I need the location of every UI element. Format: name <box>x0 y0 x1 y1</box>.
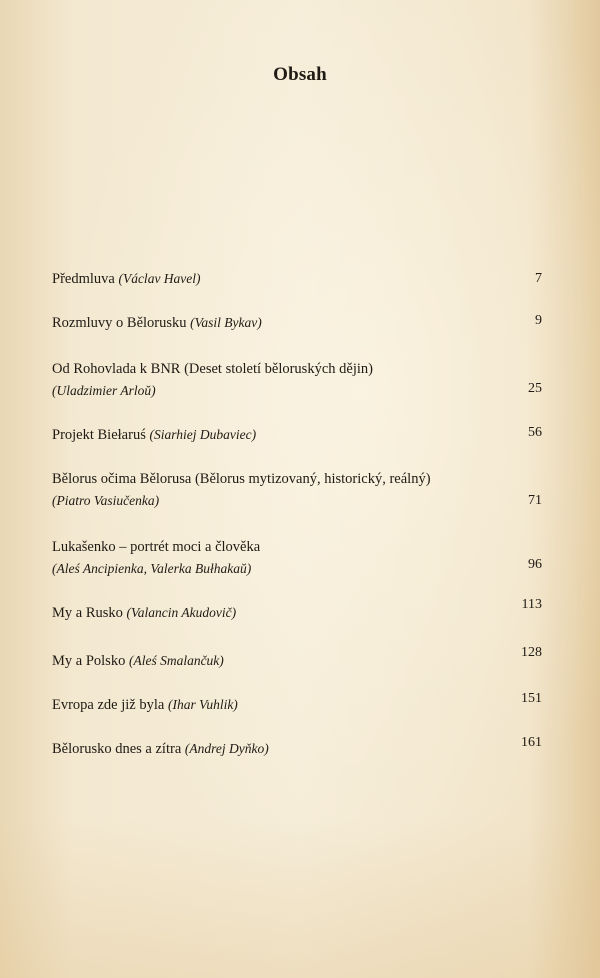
toc-entry-line <box>52 602 544 624</box>
toc-entry-title: Od Rohovlada k BNR (Deset století běloruských dějin) <box>52 361 373 377</box>
toc-entry-title: Bělorusko dnes a zítra <box>52 741 182 757</box>
toc-entry-title: My a Polsko <box>52 653 126 669</box>
toc-entry-title: Projekt Biełaruś <box>52 427 146 443</box>
toc-entry <box>52 691 544 716</box>
toc-entry-title: Předmluva <box>52 271 115 287</box>
toc-entry <box>52 424 544 446</box>
toc-entry-author: (Vasil Bykav) <box>190 315 262 330</box>
toc-entry-page: 9 <box>535 313 542 328</box>
toc-entry-line <box>52 650 544 672</box>
toc-entry-author: (Václav Havel) <box>118 271 201 286</box>
toc-entry-line <box>52 738 544 760</box>
toc-entry <box>52 312 544 334</box>
toc-entry <box>52 597 544 624</box>
toc-entry-page: 56 <box>528 425 542 440</box>
toc-entry-page: 151 <box>521 691 542 706</box>
toc-entry-page: 161 <box>521 735 542 750</box>
toc-entry-author: (Valancin Akudovič) <box>126 605 237 620</box>
toc-entry-author: (Siarhiej Dubaviec) <box>149 427 257 442</box>
toc-entry <box>52 358 544 402</box>
toc-entry-page: 96 <box>528 557 542 572</box>
toc-entry <box>52 735 544 760</box>
toc-entry-page: 71 <box>528 493 542 508</box>
toc-entry-author: (Piatro Vasiučenka) <box>52 493 160 508</box>
toc-entry-page: 7 <box>535 271 542 286</box>
toc-entry-author: (Aleś Smalančuk) <box>128 653 224 668</box>
toc-entry <box>52 645 544 672</box>
toc-entry-author: (Ihar Vuhlik) <box>167 697 238 712</box>
toc-entry-line <box>52 268 544 290</box>
toc-entry-page: 25 <box>528 381 542 396</box>
toc-entry-title: Lukašenko – portrét moci a člověka <box>52 539 261 555</box>
toc-entry <box>52 268 544 290</box>
toc-entry-title: Rozmluvy o Bělorusku <box>52 315 187 331</box>
toc-entry-page: 113 <box>521 597 542 612</box>
page-title: Obsah <box>273 64 327 85</box>
toc-entry-author: (Andrej Dyňko) <box>184 741 269 756</box>
toc-entry <box>52 536 544 580</box>
toc-entry <box>52 468 544 512</box>
toc-entry-title: Evropa zde již byla <box>52 697 165 713</box>
toc-entry-title: My a Rusko <box>52 605 123 621</box>
toc-entry-author: (Uladzimier Arloŭ) <box>52 383 156 398</box>
toc-entry-author: (Aleś Ancipienka, Valerka Bułhakaŭ) <box>52 561 252 576</box>
toc-entry-line <box>52 424 544 446</box>
toc-entry-page: 128 <box>521 645 542 660</box>
toc-entry-line <box>52 312 544 334</box>
toc-entry-title: Bělorus očima Bělorusa (Bělorus mytizovaný, historický, reálný) <box>52 471 431 487</box>
toc-entry-line <box>52 694 544 716</box>
